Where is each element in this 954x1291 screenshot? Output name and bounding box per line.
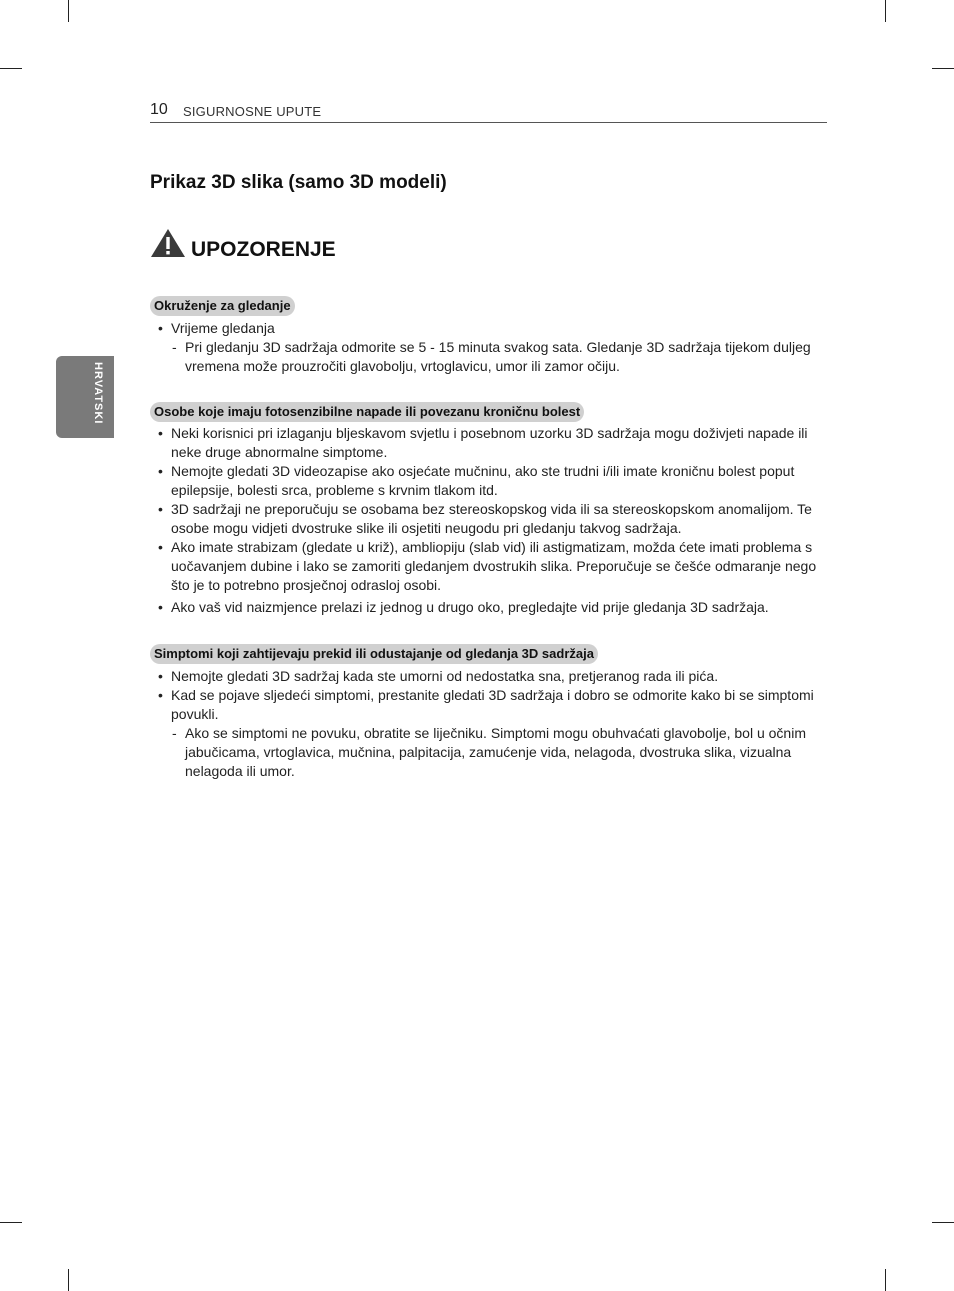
language-label: HRVATSKI [92,362,104,425]
section-list [150,424,830,617]
section-name: SIGURNOSNE UPUTE [183,104,322,119]
warning-label: UPOZORENJE [191,238,336,261]
section-list [150,319,830,376]
page-header [150,100,827,123]
section-list [150,667,830,781]
list-item: • Nemojte gledati 3D sadržaj kada ste umorni od nedostatka sna, pretjeranog rada ili pića. [150,667,830,686]
list-item: • Nemojte gledati 3D videozapise ako osjećate mučninu, ako ste trudni i/ili imate kroničnu bolest poput epilepsije, bolesti srca, probleme s krvnim tlakom itd. [150,462,830,500]
crop-mark [885,0,886,22]
list-item: • Ako vaš vid naizmjence prelazi iz jednog u drugo oko, pregledajte vid prije gledanja 3D sadržaja. [150,598,830,617]
section-heading: Osobe koje imaju fotosenzibilne napade ili povezanu kroničnu bolest [150,402,584,422]
crop-mark [932,1222,954,1223]
warning-triangle-icon [150,228,186,258]
list-item: • Neki korisnici pri izlaganju bljeskavom svjetlu i posebnom uzorku 3D sadržaja mogu doživjeti napade ili neke druge abnormalne simptome. [150,424,830,462]
section-heading: Okruženje za gledanje [150,296,295,316]
sub-list-item: - Ako se simptomi ne povuku, obratite se liječniku. Simptomi mogu obuhvaćati glavobolje, bol u očnim jabučicama, vrtoglavica, mučnina, palpitacija, zamućenje vida, nelagoda, dvostruka slika, vizualna nelagoda ili umor. [150,724,830,781]
page-title: Prikaz 3D slika (samo 3D modeli) [150,172,447,193]
crop-mark [68,0,69,22]
list-item: • Kad se pojave sljedeći simptomi, prestanite gledati 3D sadržaja i dobro se odmorite kako bi se simptomi povukli. [150,686,830,724]
language-tab [56,356,114,438]
crop-mark [68,1269,69,1291]
crop-mark [0,68,22,69]
page-number: 10 [150,101,168,118]
section-heading: Simptomi koji zahtijevaju prekid ili odustajanje od gledanja 3D sadržaja [150,644,598,664]
crop-mark [885,1269,886,1291]
list-item: • 3D sadržaji ne preporučuju se osobama bez stereoskopskog vida ili sa stereoskopskom anomalijom. Te osobe mogu vidjeti dvostruke slike ili osjetiti neugodu pri gledanju takvog sadržaja. [150,500,830,538]
crop-mark [932,68,954,69]
list-item: • Vrijeme gledanja [150,319,830,338]
sub-list-item: - Pri gledanju 3D sadržaja odmorite se 5 - 15 minuta svakog sata. Gledanje 3D sadržaja tijekom duljeg vremena može prouzročiti glavobolju, vrtoglavicu, umor ili zamor očiju. [150,338,830,376]
list-item: • Ako imate strabizam (gledate u križ), ambliopiju (slab vid) ili astigmatizam, možda ćete imati problema s uočavanjem dubine i lako se zamoriti gledanjem dvostrukih slika. Preporučuje se češće odmaranje nego što je to potrebno prosječnoj odrasloj osobi. [150,538,830,595]
crop-mark [0,1222,22,1223]
